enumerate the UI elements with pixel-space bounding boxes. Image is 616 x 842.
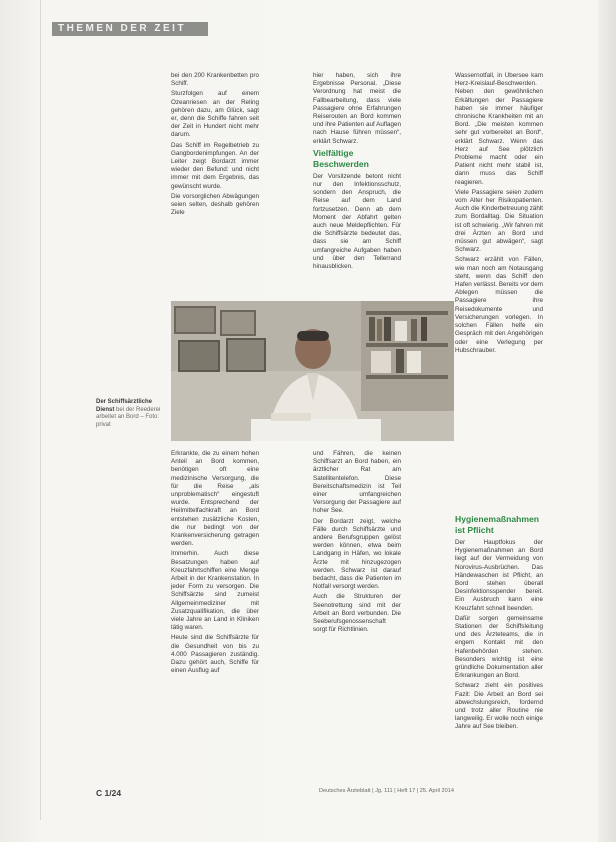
page-edge <box>598 0 616 842</box>
paragraph: Immerhin. Auch diese Besatzungen haben auf Kreuzfahrtschiffen eine Menge Arbeit in der Krankenstation. In jeder Form zu versorgen. Die Schiffsärzte sind zumeist Allgemeinmediziner mit Zusatzqualifikation, die über viele Jahre an Land in Kliniken tätig waren. <box>171 550 259 632</box>
paragraph: Die vorsorglichen Abwägungen seien selten, deshalb gehören Ziele <box>171 192 259 217</box>
caption-title: Der Schiffsärztliche Dienst <box>96 399 153 413</box>
paragraph: Schwarz zieht ein positives Fazit: Die Arbeit an Bord sei abwechslungsreich, fordernd und trotz aller Routine nie langweilig. Er wolle noch einige Jahre auf See bleiben. <box>455 682 543 731</box>
article-photo <box>171 301 454 441</box>
scan-edge <box>40 0 41 820</box>
paragraph: hier haben, sich ihre Ergebnisse Personal. „Diese Verordnung hat meist die Fallbearbeitung, dass viele Passagiere ohne Erfahrungen Reiserouten an Bord kommen und ihre Patienten auf Auflagen nach Hause führen müssen“, erklärt Schwarz. <box>313 72 401 145</box>
paragraph: Auch die Strukturen der Seenotrettung sind mit der Arbeit an Bord verbunden. Die Seeberufsgenossenschaft sorgt für Richtlinien. <box>313 593 401 634</box>
paragraph: Der Bordarzt zeigt, welche Fälle durch Schiffsärzte und andere Berufsgruppen gelöst werden können, etwa beim Landgang in Häfen, wo lokale Ärzte mit hinzugezogen werden. Schwarz ist darauf bedacht, dass die Patienten im Notfall versorgt werden. <box>313 517 401 591</box>
paragraph: Das Schiff im Regelbetrieb zu Gangbordenimpfungen. An der Leiter zeigt Bordarzt immer wieder den Befund: und nicht immer mit dem Ergebnis, das gewünscht wurde. <box>171 141 259 190</box>
right-column-top <box>455 72 543 510</box>
paragraph: Der Hauptfokus der Hygienemaßnahmen an Bord liegt auf der Vermeidung von Norovirus-Ausbrüchen. Das Händewaschen ist Pflicht, an Bord stehen überall Desinfektionsspender bereit. Ein Ausbruch kann eine Kreuzfahrt schnell beenden. <box>455 539 543 612</box>
paragraph: Schwarz erzählt von Fällen, wie man noch am Notausgang steht, wenn das Schiff den Hafen verlässt. Bereits vor dem Ablegen müssen die Passagiere ihre Reisedokumente und Versicherungen vorlegen. In solchen Fällen helfe ein Gespräch mit den Angehörigen oder eine Verlegung per Hubschrauber. <box>455 256 543 354</box>
paragraph: Der Vorsitzende betont nicht nur den Infektionsschutz, sondern den Anspruch, die Reise auf dem Land fortzusetzen. Denn ab dem Moment der Abfahrt gelten auch neue Meldepflichten. Für die Schiffsärzte bedeutet das, dass sie am Schiff umfangreiche Aufgaben haben und über den Tellerrand hinausblicken. <box>313 172 401 271</box>
paragraph: Erkrankte, die zu einem hohen Anteil an Bord kommen, benötigen oft eine medizinische Versorgung, die für die Reise „als unproblematisch“ eingestuft wurde. Entsprechend der Heilmittelfachkraft an Bord entstehen zusätzliche Kosten, die nur bedingt von der Krankenversicherung getragen werden. <box>171 450 259 548</box>
section-header: THEMEN DER ZEIT <box>52 22 208 36</box>
paragraph: Dafür sorgen gemeinsame Stationen der Schiffsleitung und des Ärzteteams, die in engem Kontakt mit den Hafenbehörden stehen. Besonders wichtig ist eine gründliche Dokumentation aller Erkrankungen an Bord. <box>455 614 543 680</box>
photo-caption <box>96 399 166 429</box>
left-column-top <box>171 72 259 294</box>
caption-text: bei der Reederei arbeitet an Bord – Foto: privat <box>96 406 161 428</box>
right-column-bottom <box>455 512 543 782</box>
paragraph: bei den 200 Krankenbetten pro Schiff. <box>171 72 259 88</box>
paragraph: Viele Passagiere seien zudem vom Alter her Risikopatienten. Auch die Kinderbetreuung zählt zum Bordalltag. Die Situation ist oft schwierig. „Wir fahren mit drei Ärzten an Bord und müssen gut abwägen“, sagt Schwarz. <box>455 188 543 254</box>
photo-illustration <box>171 301 454 441</box>
publication-source: Deutsches Ärzteblatt | Jg. 111 | Heft 17 | 25. April 2014 <box>318 788 454 794</box>
subheading: Vielfältige Beschwerden <box>313 147 369 169</box>
paragraph: Wassernotfall, in Übersee kam Herz-Kreislauf-Beschwerden. Neben den gewöhnlichen Erkältungen der Passagiere haben sie immer häufiger chronische Krankheiten mit an Bord. „Die meisten kommen sehr gut vorbereitet an Bord“, erklärt Schwarz. Wenn das Herz auf See plötzlich Probleme macht oder ein Patient nicht mehr stabil ist, dann muss das Schiff reagieren. <box>455 72 543 186</box>
middle-column-bottom <box>313 450 401 782</box>
subheading: Hygienemaßnahmen ist Pflicht <box>455 514 540 535</box>
paragraph: und Fähren, die keinen Schiffsarzt an Bord haben, ein ärztlicher Rat am Satellitentelefon. Diese Bereitschaftsmedizin ist Teil einer umfangreichen Versorgung der Passagiere auf hoher See. <box>313 450 401 515</box>
page-number: C 1/24 <box>96 788 122 798</box>
paragraph: Sturzfolgen auf einem Ozeanriesen an der Reling gehören dazu, am Glück, sagt er, denn die Schiffe fahren seit der Zeit in Hundert nicht mehr darum. <box>171 90 259 139</box>
left-column-bottom <box>171 450 259 782</box>
middle-column-top <box>313 72 401 294</box>
paragraph: Heute sind die Schiffsärzte für die Gesundheit von bis zu 4.000 Passagieren zuständig. Dazu gehört auch, Schiffe für einen Ausflug auf <box>171 634 259 675</box>
